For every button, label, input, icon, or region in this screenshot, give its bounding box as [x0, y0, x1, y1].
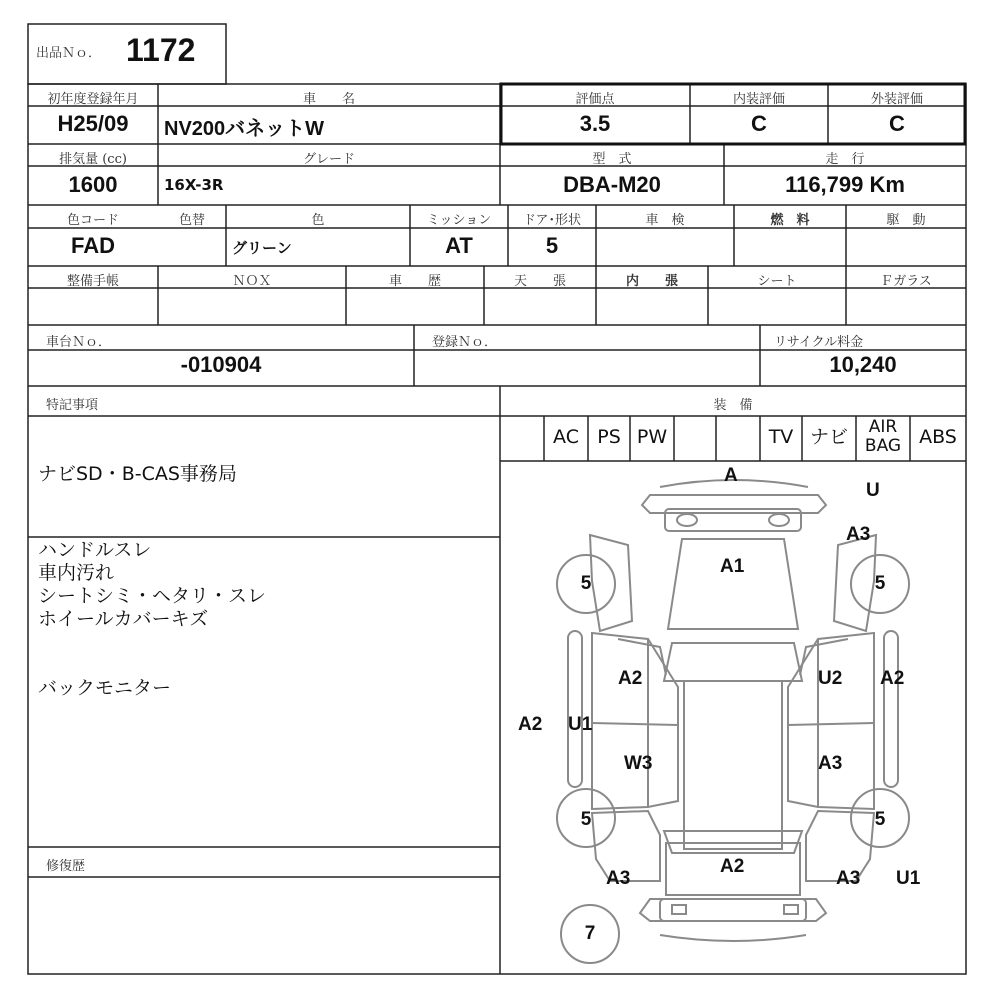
- model-label: 型 式: [592, 152, 632, 167]
- interior-grade-value: C: [751, 111, 767, 136]
- mark-rear-left: A3: [606, 868, 631, 889]
- grade-label: グレード: [302, 152, 355, 167]
- maintenance-label: 整備手帳: [66, 274, 119, 289]
- special-notes-label: 特記事項: [46, 398, 99, 413]
- score-value: 3.5: [579, 111, 611, 136]
- nox-label: ＮＯＸ: [232, 274, 272, 289]
- tire-rear-left: 5: [580, 809, 592, 830]
- door-value: 5: [545, 233, 559, 258]
- remark-line: シートシミ・ヘタリ・スレ: [38, 585, 267, 607]
- mark-rear-right-a: A3: [836, 868, 861, 889]
- tire-rear-right: 5: [874, 809, 886, 830]
- interior-grade-label: 内装評価: [732, 92, 785, 107]
- remark-line: ホイールカバーキズ: [38, 608, 209, 630]
- remark-line: 車内汚れ: [38, 562, 115, 584]
- seat-label: シート: [757, 274, 797, 289]
- front-glass-label: Ｆガラス: [880, 274, 932, 289]
- mark-front-u: U: [866, 480, 880, 501]
- color-label: 色: [311, 213, 325, 228]
- fuel-label: 燃 料: [770, 213, 810, 228]
- mark-front-right-fender: U2: [818, 668, 843, 689]
- first-registration-value: H25/09: [57, 111, 129, 136]
- equipment-pw: PW: [636, 426, 668, 448]
- color-code-value: FAD: [71, 233, 115, 258]
- repair-history-label: 修復歴: [46, 859, 86, 874]
- interior-trim-label: 内 張: [625, 274, 678, 289]
- displacement-label: 排気量 (cc): [59, 152, 127, 167]
- recycle-value: 10,240: [829, 352, 897, 377]
- exterior-grade-value: C: [889, 111, 905, 136]
- inspection-label: 車 検: [645, 213, 685, 228]
- mileage-value: 116,799 Km: [785, 172, 905, 197]
- displacement-value: 1600: [68, 172, 118, 197]
- grade-value: 16X-3R: [164, 176, 224, 194]
- mark-rear-right-u: U1: [896, 868, 921, 889]
- mark-left-side-a: A2: [518, 714, 543, 735]
- mark-front-right-corner: A3: [846, 524, 871, 545]
- tire-front-left: 5: [580, 573, 592, 594]
- chassis-label: 車台Ｎｏ．: [46, 335, 112, 350]
- equipment-label: 装 備: [713, 398, 753, 413]
- lot-label: 出品Ｎｏ．: [36, 46, 102, 61]
- transmission-value: AT: [445, 233, 473, 258]
- remark-extra: バックモニター: [38, 677, 172, 699]
- mark-right-side: A2: [880, 668, 905, 689]
- score-label: 評価点: [575, 92, 615, 107]
- chassis-value: -010904: [180, 352, 262, 377]
- transmission-label: ミッション: [426, 213, 492, 228]
- lot-number: 1172: [126, 32, 196, 68]
- mileage-label: 走 行: [825, 152, 865, 167]
- car-name-value: NV200バネットW: [164, 118, 325, 140]
- mark-right-door-rear: A3: [818, 753, 843, 774]
- color-change-label: 色替: [178, 213, 205, 228]
- model-value: DBA-M20: [563, 172, 661, 197]
- recycle-label: リサイクル料金: [774, 335, 864, 350]
- color-code-label: 色コード: [66, 213, 119, 228]
- equipment-ps: PS: [597, 426, 621, 448]
- special-note-line: ナビSD・B-CAS事務局: [38, 463, 237, 485]
- mark-rear-gate: A2: [720, 856, 745, 877]
- remark-line: ハンドルスレ: [38, 539, 152, 561]
- history-label: 車 歴: [388, 274, 441, 289]
- drive-label: 駆 動: [886, 213, 926, 228]
- mark-left-door-rear: W3: [624, 753, 653, 774]
- mark-hood: A1: [720, 556, 745, 577]
- equipment-ac: AC: [553, 426, 579, 448]
- tire-spare: 7: [584, 923, 596, 944]
- first-registration-label: 初年度登録年月: [47, 92, 139, 107]
- car-name-label: 車 名: [302, 92, 355, 107]
- color-value: グリーン: [232, 239, 292, 257]
- mark-front-bumper: A: [724, 465, 738, 486]
- equipment-navi: ナビ: [809, 426, 848, 448]
- equipment-tv: TV: [768, 426, 794, 448]
- tire-front-right: 5: [874, 573, 886, 594]
- door-label: ドア･形状: [522, 213, 582, 228]
- registration-label: 登録Ｎｏ．: [432, 335, 498, 350]
- mark-left-side-u: U1: [568, 714, 593, 735]
- exterior-grade-label: 外装評価: [870, 92, 923, 107]
- equipment-abs: ABS: [919, 426, 957, 448]
- mark-front-left-fender: A2: [618, 668, 643, 689]
- sunroof-label: 天 張: [513, 274, 566, 289]
- equipment-airbag: AIR BAG: [864, 417, 902, 456]
